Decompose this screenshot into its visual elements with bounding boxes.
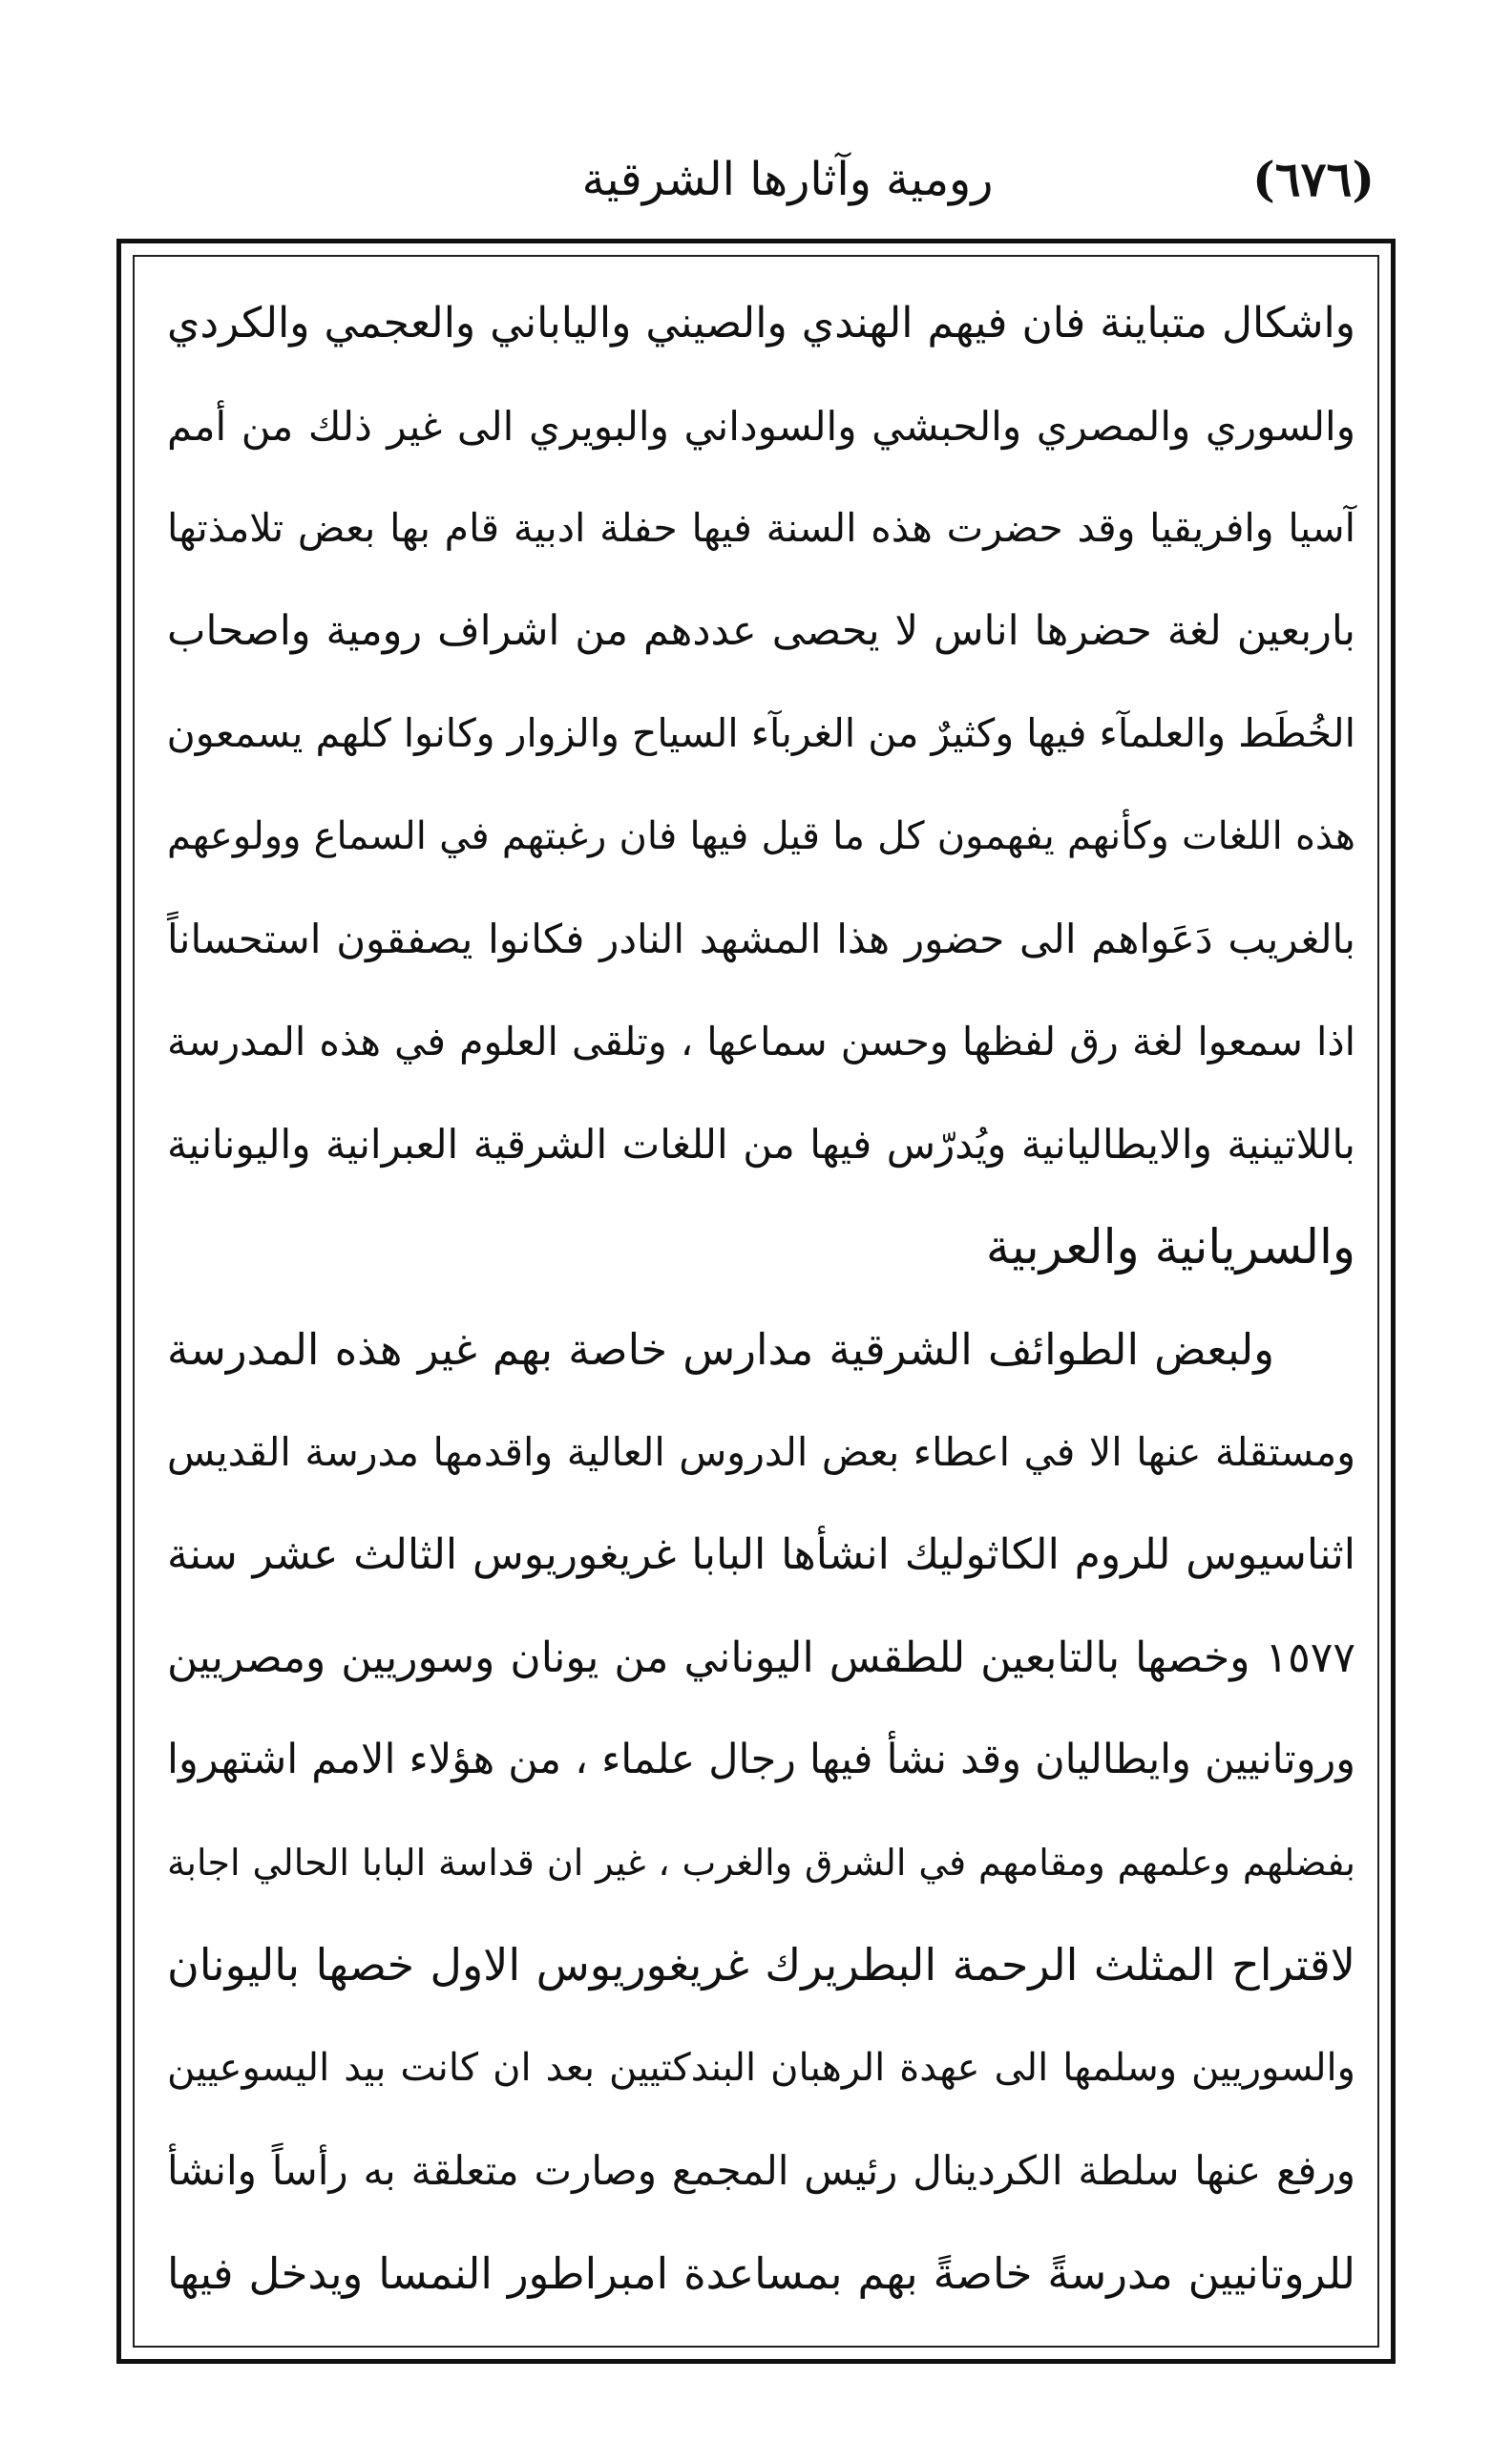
- page-number: (٦٧٦): [1252, 151, 1375, 207]
- text-line: ومستقلة عنها الا في اعطاء بعض الدروس العالية واقدمها مدرسة القديس: [167, 1428, 1355, 1475]
- paragraph-end-line: والسريانية والعربية: [985, 1218, 1355, 1275]
- text-line: ورفع عنها سلطة الكردينال رئيس المجمع وصارت متعلقة به رأساً وانشأ: [167, 2147, 1355, 2194]
- text-line: بفضلهم وعلمهم ومقامهم في الشرق والغرب ، غير ان قداسة البابا الحالي اجابة: [167, 1841, 1355, 1884]
- text-line: بالغريب دَعَواهم الى حضور هذا المشهد النادر فكانوا يصفقون استحساناً: [167, 916, 1355, 962]
- text-line: هذه اللغات وكأنهم يفهمون كل ما قيل فيها فان رغبتهم في السماع وولوعهم: [167, 813, 1355, 858]
- text-line: والسوري والمصري والحبشي والسوداني والبويري الى غير ذلك من أمم: [167, 402, 1355, 450]
- text-line: آسيا وافريقيا وقد حضرت هذه السنة فيها حفلة ادبية قام بها بعض تلامذتها: [167, 505, 1355, 551]
- text-line: اثناسيوس للروم الكاثوليك انشأها البابا غريغوريوس الثالث عشر سنة: [167, 1530, 1355, 1579]
- text-body: [167, 272, 1355, 2325]
- text-line: الخُطَط والعلمآء فيها وكثيرٌ من الغربآء السياح والزوار وكانوا كلهم يسمعون: [166, 710, 1355, 756]
- text-line: وروتانيين وايطاليان وقد نشأ فيها رجال علماء ، من هؤلاء الامم اشتهروا: [167, 1736, 1355, 1783]
- text-line: لاقتراح المثلث الرحمة البطريرك غريغوريوس الاول خصها باليونان: [167, 1939, 1355, 1991]
- text-line: باربعين لغة حضرها اناس لا يحصى عددهم من اشراف رومية واصحاب: [167, 606, 1355, 655]
- text-line: والسوريين وسلمها الى عهدة الرهبان البندكتيين بعد ان كانت بيد اليسوعيين: [167, 2045, 1355, 2090]
- text-line: للروتانيين مدرسةً خاصةً بهم بمساعدة امبراطور النمسا ويدخل فيها: [167, 2247, 1355, 2299]
- text-line: واشكال متباينة فان فيهم الهندي والصيني والياباني والعجمي والكردي: [167, 299, 1355, 348]
- text-line: اذا سمعوا لغة رق لفظها وحسن سماعها ، وتلقى العلوم في هذه المدرسة: [167, 1018, 1355, 1064]
- page-header: [200, 143, 1375, 220]
- paragraph-first-line: ولبعض الطوائف الشرقية مدارس خاصة بهم غير هذه المدرسة: [167, 1324, 1274, 1375]
- text-line: باللاتينية والايطاليانية ويُدرّس فيها من اللغات الشرقية العبرانية واليونانية: [167, 1121, 1355, 1168]
- running-title: رومية وآثارها الشرقية: [581, 153, 994, 206]
- text-line: ١٥٧٧ وخصها بالتابعين للطقس اليوناني من يونان وسوريين ومصريين: [167, 1633, 1355, 1682]
